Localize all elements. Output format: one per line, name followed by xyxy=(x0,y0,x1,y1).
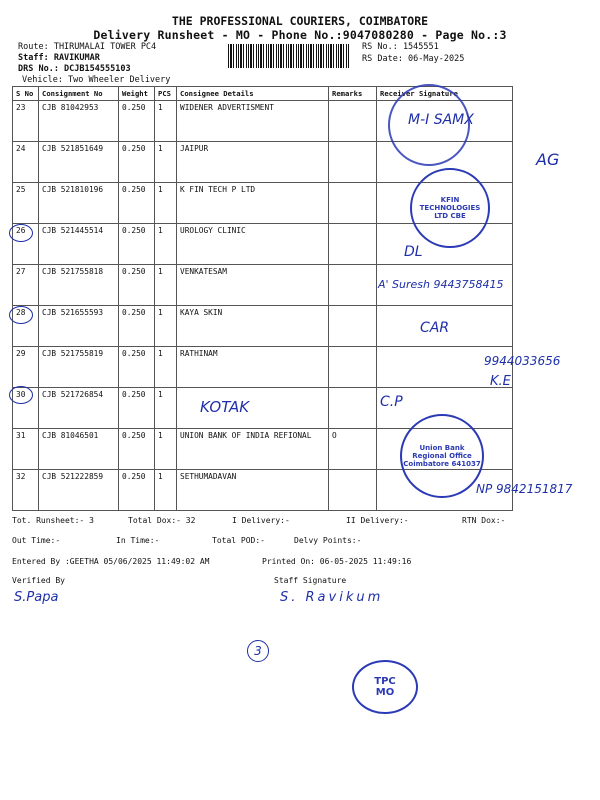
cell-remarks xyxy=(329,224,377,265)
cell-consignee: UNION BANK OF INDIA REFIONAL xyxy=(177,429,329,470)
cell-consignee: RATHINAM xyxy=(177,347,329,388)
total-dox: Total Dox:- 32 xyxy=(128,516,196,525)
cell-remarks xyxy=(329,101,377,142)
tpc-mo-stamp xyxy=(352,660,418,714)
col-consignment: Consignment No xyxy=(39,87,119,101)
vehicle: Vehicle: Two Wheeler Delivery xyxy=(22,75,171,85)
cell-weight: 0.250 xyxy=(119,183,155,224)
col-weight: Weight xyxy=(119,87,155,101)
tpc-stamp-bottom: MO xyxy=(375,687,395,698)
cell-consignee: SETHUMADAVAN xyxy=(177,470,329,511)
cell-sno: 24 xyxy=(13,142,39,183)
verified-by-label: Verified By xyxy=(12,576,65,585)
row29-phone: 9944033656 xyxy=(484,354,561,368)
cell-consignee: WIDENER ADVERTISMENT xyxy=(177,101,329,142)
cell-remarks xyxy=(329,347,377,388)
barcode xyxy=(228,44,350,68)
cell-consignee: KAYA SKIN xyxy=(177,306,329,347)
route: Route: THIRUMALAI TOWER PC4 xyxy=(18,42,157,52)
staff: Staff: RAVIKUMAR xyxy=(18,53,100,63)
rs-no: RS No.: 1545551 xyxy=(362,42,439,52)
cell-consignee: UROLOGY CLINIC xyxy=(177,224,329,265)
cell-sno: 32 xyxy=(13,470,39,511)
cell-pcs: 1 xyxy=(155,388,177,429)
row30-signature: C.P xyxy=(380,394,403,410)
cell-sno: 25 xyxy=(13,183,39,224)
row30-circle xyxy=(9,386,33,404)
cell-pcs: 1 xyxy=(155,101,177,142)
page-mark: 3 xyxy=(247,640,269,662)
cell-weight: 0.250 xyxy=(119,388,155,429)
in-time: In Time:- xyxy=(116,536,160,545)
row26-circle xyxy=(9,224,33,242)
cell-pcs: 1 xyxy=(155,429,177,470)
row29-signature: K.E xyxy=(490,374,511,389)
col-remarks: Remarks xyxy=(329,87,377,101)
cell-remarks xyxy=(329,306,377,347)
row28-circle xyxy=(9,306,33,324)
cell-sno: 28 xyxy=(13,306,39,347)
col-consignee: Consignee Details xyxy=(177,87,329,101)
staff-signature: S. Ravikum xyxy=(280,590,384,605)
cell-consignee: VENKATESAM xyxy=(177,265,329,306)
cell-sno: 23 xyxy=(13,101,39,142)
runsheet-subtitle: Delivery Runsheet - MO - Phone No.:9047080280 - Page No.:3 xyxy=(93,28,507,42)
widener-stamp xyxy=(388,84,470,166)
union-bank-stamp xyxy=(400,414,484,498)
drs-no: DRS No.: DCJB154555103 xyxy=(18,64,131,74)
cell-pcs: 1 xyxy=(155,347,177,388)
cell-weight: 0.250 xyxy=(119,101,155,142)
cell-weight: 0.250 xyxy=(119,429,155,470)
cell-weight: 0.250 xyxy=(119,224,155,265)
cell-consignment: CJB 521755819 xyxy=(39,347,119,388)
verified-signature: S.Papa xyxy=(14,590,59,605)
cell-remarks xyxy=(329,388,377,429)
col-receiver-signature: Receiver Signature xyxy=(377,87,513,101)
cell-consignee: JAIPUR xyxy=(177,142,329,183)
cell-consignee: K FIN TECH P LTD xyxy=(177,183,329,224)
cell-weight: 0.250 xyxy=(119,142,155,183)
cell-sno: 30 xyxy=(13,388,39,429)
cell-weight: 0.250 xyxy=(119,470,155,511)
cell-remarks xyxy=(329,265,377,306)
union-bank-stamp-text: Union Bank Regional Office Coimbatore 641037 xyxy=(403,444,481,468)
cell-consignment: CJB 521726854 xyxy=(39,388,119,429)
staff-signature-label: Staff Signature xyxy=(274,576,347,585)
cell-weight: 0.250 xyxy=(119,265,155,306)
rtn-dox: RTN Dox:- xyxy=(462,516,506,525)
col-pcs: PCS xyxy=(155,87,177,101)
table-row xyxy=(13,347,513,388)
cell-remarks: O xyxy=(329,429,377,470)
cell-consignment: CJB 81042953 xyxy=(39,101,119,142)
cell-pcs: 1 xyxy=(155,142,177,183)
kfin-stamp xyxy=(410,168,490,248)
row28-signature: CAR xyxy=(420,320,450,336)
delvy-points: Delvy Points:- xyxy=(294,536,362,545)
printed-on: Printed On: 06-05-2025 11:49:16 xyxy=(262,557,412,566)
total-pod: Total POD:- xyxy=(212,536,265,545)
cell-pcs: 1 xyxy=(155,265,177,306)
cell-pcs: 1 xyxy=(155,183,177,224)
out-time: Out Time:- xyxy=(12,536,61,545)
kfin-stamp-text: KFIN TECHNOLOGIES LTD CBE xyxy=(419,196,481,220)
i-delivery: I Delivery:- xyxy=(232,516,290,525)
row24-signature: AG xyxy=(536,150,560,169)
cell-remarks xyxy=(329,142,377,183)
row23-signature: M-I SAMX xyxy=(408,112,474,128)
row27-signature: A' Suresh 9443758415 xyxy=(378,278,504,291)
cell-consignment: CJB 521810196 xyxy=(39,183,119,224)
cell-weight: 0.250 xyxy=(119,306,155,347)
company-title: THE PROFESSIONAL COURIERS, COIMBATORE xyxy=(171,14,429,28)
cell-consignment: CJB 521222859 xyxy=(39,470,119,511)
cell-sno: 26 xyxy=(13,224,39,265)
cell-consignment: CJB 521755818 xyxy=(39,265,119,306)
cell-sno: 31 xyxy=(13,429,39,470)
col-sno: S No xyxy=(13,87,39,101)
cell-remarks xyxy=(329,470,377,511)
cell-remarks xyxy=(329,183,377,224)
cell-pcs: 1 xyxy=(155,306,177,347)
entered-by: Entered By :GEETHA 05/06/2025 11:49:02 AM xyxy=(12,557,210,566)
cell-weight: 0.250 xyxy=(119,347,155,388)
tpc-stamp-top: TPC xyxy=(374,676,396,687)
cell-consignment: CJB 521851649 xyxy=(39,142,119,183)
cell-sno: 29 xyxy=(13,347,39,388)
cell-pcs: 1 xyxy=(155,224,177,265)
rs-date: RS Date: 06-May-2025 xyxy=(362,54,465,64)
cell-consignment: CJB 521655593 xyxy=(39,306,119,347)
cell-pcs: 1 xyxy=(155,470,177,511)
row30-note: KOTAK xyxy=(200,398,250,416)
cell-sno: 27 xyxy=(13,265,39,306)
row32-signature: NP 9842151817 xyxy=(476,482,573,496)
row26-signature: DL xyxy=(404,244,423,260)
cell-consignment: CJB 81046501 xyxy=(39,429,119,470)
ii-delivery: II Delivery:- xyxy=(346,516,409,525)
tot-runsheet: Tot. Runsheet:- 3 xyxy=(12,516,94,525)
cell-consignment: CJB 521445514 xyxy=(39,224,119,265)
